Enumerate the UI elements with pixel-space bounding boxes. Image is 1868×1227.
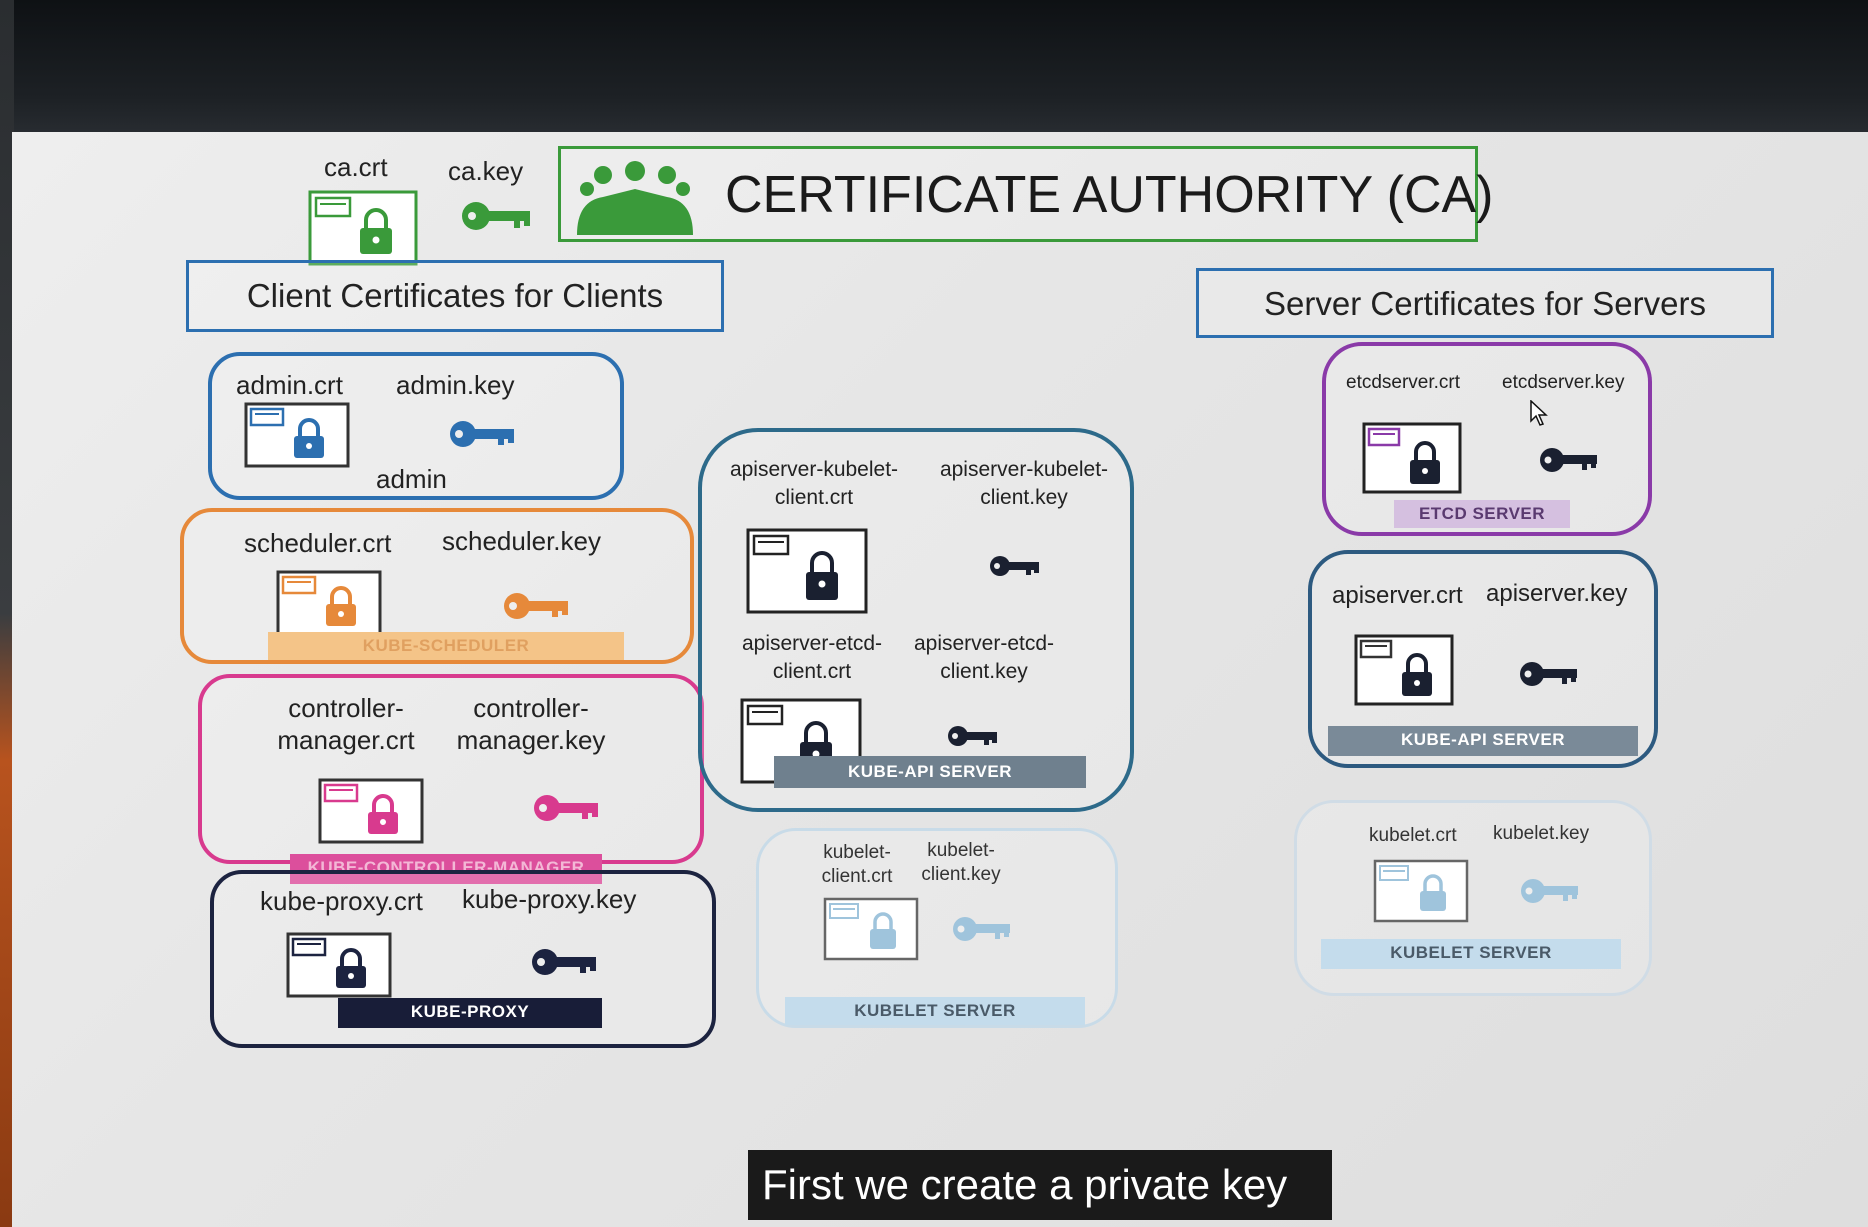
mouse-cursor-icon <box>1530 400 1548 431</box>
kubelet-server-crt-label: kubelet.crt <box>1369 825 1457 846</box>
kubelet-server-banner: KUBELET SERVER <box>1321 939 1621 969</box>
etcd-server-cert-group <box>1322 342 1652 536</box>
kubelet-server-cert-group <box>1294 800 1652 996</box>
apiserver-client-cert-group <box>698 428 1134 812</box>
video-caption: First we create a private key <box>748 1150 1332 1220</box>
kubelet-server-key-label: kubelet.key <box>1493 823 1590 844</box>
admin-cert-icon <box>244 402 350 468</box>
admin-cert-group <box>208 352 624 500</box>
admin-name-label: admin <box>376 464 447 494</box>
ca-title-box <box>558 146 1494 242</box>
kube-proxy-banner: KUBE-PROXY <box>338 998 602 1028</box>
etcd-server-key-icon <box>1538 444 1600 476</box>
client-section-header <box>186 260 724 332</box>
kubelet-client-key-icon <box>951 913 1013 945</box>
apiserver-server-key-label: apiserver.key <box>1486 580 1628 607</box>
server-section-header <box>1196 268 1774 338</box>
scheduler-crt-label: scheduler.crt <box>244 528 392 558</box>
apiserver-kubelet-client-key-label: apiserver-kubelet- client.key <box>939 458 1109 509</box>
client-section-title: Client Certificates for Clients <box>246 277 664 314</box>
scheduler-cert-icon <box>276 570 382 636</box>
etcd-server-banner: ETCD SERVER <box>1394 500 1570 528</box>
kubelet-client-crt-label: kubelet- client.crt <box>821 842 893 887</box>
apiserver-client-banner: KUBE-API SERVER <box>774 756 1086 788</box>
kube-proxy-key-icon <box>530 944 600 980</box>
apiserver-server-crt-label: apiserver.crt <box>1332 582 1463 609</box>
controller-manager-cert-group <box>198 674 704 877</box>
kubelet-client-cert-group <box>756 828 1118 1028</box>
kubelet-server-key-icon <box>1519 875 1581 907</box>
ca-key-label: ca.key <box>448 156 524 186</box>
admin-key-icon <box>448 416 518 452</box>
apiserver-kubelet-client-cert-icon <box>746 528 868 614</box>
apiserver-etcd-client-key-label: apiserver-etcd- client.key <box>913 632 1055 683</box>
controller-manager-key-label: controller- manager.key <box>456 693 606 755</box>
slide-screen <box>12 132 1868 1227</box>
ca-key-icon <box>460 196 536 236</box>
kube-proxy-cert-group <box>210 870 716 1048</box>
apiserver-kubelet-client-crt-label: apiserver-kubelet- client.crt <box>729 458 899 509</box>
scheduler-banner: KUBE-SCHEDULER <box>268 632 624 660</box>
kube-proxy-crt-label: kube-proxy.crt <box>260 886 423 916</box>
controller-manager-cert-icon <box>318 778 424 844</box>
ca-people-icon <box>573 157 697 242</box>
ca-cert-icon <box>308 190 418 266</box>
ca-cert-label: ca.crt <box>324 152 388 182</box>
kube-proxy-key-label: kube-proxy.key <box>462 884 637 914</box>
controller-manager-banner: KUBE-CONTROLLER-MANAGER <box>290 854 602 884</box>
kubelet-client-key-label: kubelet- client.key <box>921 840 1001 885</box>
etcd-server-cert-icon <box>1362 422 1462 494</box>
kubelet-client-cert-icon <box>823 897 919 961</box>
kube-proxy-cert-icon <box>286 932 392 998</box>
apiserver-etcd-client-crt-label: apiserver-etcd- client.crt <box>741 632 883 683</box>
scheduler-key-label: scheduler.key <box>442 526 601 556</box>
kubelet-client-banner: KUBELET SERVER <box>785 997 1085 1025</box>
server-section-title: Server Certificates for Servers <box>1264 285 1706 322</box>
apiserver-server-banner: KUBE-API SERVER <box>1328 726 1638 756</box>
apiserver-kubelet-client-key-icon <box>988 552 1042 580</box>
etcd-server-crt-label: etcdserver.crt <box>1346 372 1461 393</box>
kubelet-server-cert-icon <box>1373 859 1469 923</box>
apiserver-server-key-icon <box>1518 658 1580 690</box>
controller-manager-crt-label: controller- manager.crt <box>277 693 415 755</box>
ca-title: CERTIFICATE AUTHORITY (CA) <box>725 166 1494 224</box>
etcd-server-key-label: etcdserver.key <box>1502 372 1625 393</box>
apiserver-server-cert-group <box>1308 550 1658 768</box>
admin-key-label: admin.key <box>396 370 515 400</box>
monitor-bezel-top <box>0 0 1868 140</box>
scheduler-cert-group <box>180 508 694 664</box>
controller-manager-key-icon <box>532 790 602 826</box>
admin-crt-label: admin.crt <box>236 370 343 400</box>
scheduler-key-icon <box>502 588 572 624</box>
apiserver-server-cert-icon <box>1354 634 1454 706</box>
apiserver-etcd-client-key-icon <box>946 722 1000 750</box>
